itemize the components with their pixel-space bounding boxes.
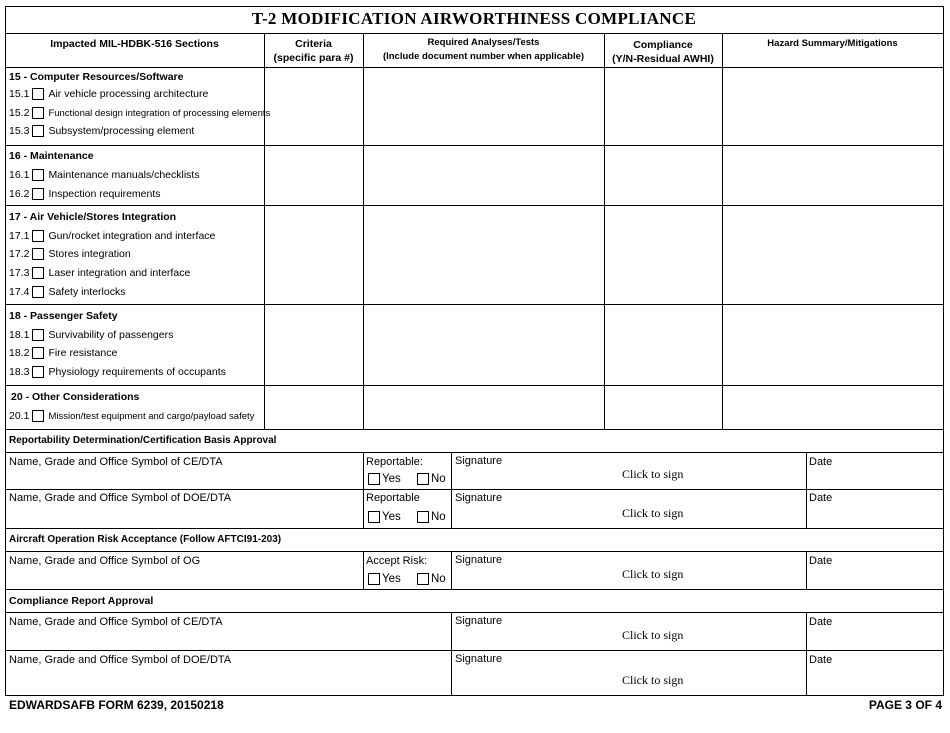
- item-16-1[interactable]: [9, 169, 200, 181]
- checkbox[interactable]: [32, 366, 44, 378]
- rule: [5, 650, 944, 651]
- rule: [722, 33, 723, 429]
- item-num: 18.2: [9, 347, 30, 359]
- header-criteria: [264, 37, 363, 65]
- item-17-2[interactable]: [9, 248, 131, 260]
- item-15-3[interactable]: [9, 125, 194, 137]
- rule: [5, 67, 944, 68]
- og-name-field[interactable]: Name, Grade and Office Symbol of OG: [9, 555, 201, 567]
- form-number: EDWARDSAFB FORM 6239, 20150218: [9, 698, 224, 712]
- item-num: 17.1: [9, 230, 30, 242]
- checkbox[interactable]: [368, 473, 380, 485]
- rule: [264, 33, 265, 429]
- item-num: 16.1: [9, 169, 30, 181]
- item-num: 18.1: [9, 329, 30, 341]
- item-18-2[interactable]: [9, 347, 117, 359]
- item-label: Survivability of passengers: [48, 329, 174, 341]
- header-sections: Impacted MIL-HDBK-516 Sections: [50, 38, 219, 50]
- group-title-16: 16 - Maintenance: [9, 150, 94, 162]
- rule: [363, 551, 364, 589]
- no-label: No: [431, 473, 446, 485]
- click-to-sign-button[interactable]: Click to sign: [622, 567, 684, 581]
- rule: [5, 145, 944, 146]
- item-label: Stores integration: [48, 248, 131, 260]
- item-label: Safety interlocks: [48, 286, 126, 298]
- ce-dta-name-field[interactable]: Name, Grade and Office Symbol of CE/DTA: [9, 456, 223, 468]
- no-label: No: [431, 573, 446, 585]
- item-label: Subsystem/processing element: [48, 125, 195, 137]
- reportability-heading: Reportability Determination/Certification Basis Approval: [9, 435, 277, 446]
- border-left: [5, 6, 6, 696]
- header-analyses-line2: (Include document number when applicable): [382, 51, 585, 62]
- doe-dta-name-field[interactable]: Name, Grade and Office Symbol of DOE/DTA: [9, 492, 232, 504]
- signature-label: Signature: [455, 653, 503, 665]
- checkbox[interactable]: [32, 286, 44, 298]
- header-criteria-line2: (specific para #): [273, 52, 354, 64]
- checkbox[interactable]: [417, 473, 429, 485]
- click-to-sign-button[interactable]: Click to sign: [622, 467, 684, 481]
- rule: [5, 551, 944, 552]
- item-label: Fire resistance: [48, 347, 118, 359]
- checkbox[interactable]: [32, 267, 44, 279]
- rule: [5, 452, 944, 453]
- rule: [5, 429, 944, 430]
- item-20-1[interactable]: [9, 410, 254, 422]
- rule: [5, 528, 944, 529]
- approval-heading: Compliance Report Approval: [9, 595, 154, 607]
- date-field[interactable]: Date: [809, 555, 833, 567]
- item-label: Mission/test equipment and cargo/payload safety: [48, 410, 255, 422]
- click-to-sign-button[interactable]: Click to sign: [622, 628, 684, 642]
- signature-label: Signature: [455, 492, 503, 504]
- item-17-4[interactable]: [9, 286, 125, 298]
- rule: [451, 612, 452, 695]
- rule: [5, 612, 944, 613]
- rule: [5, 489, 944, 490]
- checkbox[interactable]: [32, 169, 44, 181]
- header-analyses: [363, 36, 604, 64]
- item-num: 20.1: [9, 410, 30, 422]
- rule: [363, 452, 364, 528]
- group-title-15: 15 - Computer Resources/Software: [9, 71, 184, 83]
- checkbox[interactable]: [32, 88, 44, 100]
- rule: [363, 33, 364, 429]
- signature-label: Signature: [455, 615, 503, 627]
- rule: [451, 452, 452, 528]
- item-num: 15.3: [9, 125, 30, 137]
- checkbox[interactable]: [417, 573, 429, 585]
- rule: [604, 33, 605, 429]
- group-title-18: 18 - Passenger Safety: [9, 310, 118, 322]
- rule: [806, 612, 807, 695]
- item-num: 17.2: [9, 248, 30, 260]
- click-to-sign-button[interactable]: Click to sign: [622, 673, 684, 687]
- item-18-1[interactable]: [9, 329, 173, 341]
- checkbox[interactable]: [32, 410, 44, 422]
- item-num: 17.3: [9, 267, 30, 279]
- border-right: [943, 6, 944, 696]
- header-hazard: Hazard Summary/Mitigations: [767, 38, 898, 49]
- item-label: Air vehicle processing architecture: [48, 88, 209, 100]
- rule: [5, 304, 944, 305]
- checkbox[interactable]: [32, 125, 44, 137]
- checkbox[interactable]: [417, 511, 429, 523]
- border-top: [5, 6, 944, 7]
- item-num: 16.2: [9, 188, 30, 200]
- reportable-yes[interactable]: [368, 511, 401, 523]
- signature-label: Signature: [455, 554, 503, 566]
- checkbox[interactable]: [32, 347, 44, 359]
- checkbox[interactable]: [32, 248, 44, 260]
- item-label: Functional design integration of processing elements: [48, 107, 271, 119]
- page-number: PAGE 3 OF 4: [868, 698, 942, 712]
- accept-risk-label: Accept Risk:: [366, 555, 428, 567]
- border-bottom: [5, 695, 944, 696]
- item-num: 15.1: [9, 88, 30, 100]
- date-field[interactable]: Date: [809, 456, 833, 468]
- item-17-1[interactable]: [9, 230, 215, 242]
- reportable-label: Reportable:: [366, 456, 423, 468]
- rule: [5, 33, 944, 34]
- group-title-17: 17 - Air Vehicle/Stores Integration: [9, 211, 177, 223]
- click-to-sign-button[interactable]: Click to sign: [622, 506, 684, 520]
- item-17-3[interactable]: [9, 267, 190, 279]
- header-analyses-line1: Required Analyses/Tests: [427, 37, 540, 48]
- item-label: Inspection requirements: [48, 188, 161, 200]
- reportable-label: Reportable: [366, 492, 420, 504]
- item-num: 15.2: [9, 107, 30, 119]
- date-field[interactable]: Date: [809, 654, 833, 666]
- rule: [5, 385, 944, 386]
- yes-label: Yes: [382, 573, 401, 585]
- checkbox[interactable]: [368, 573, 380, 585]
- yes-label: Yes: [382, 473, 401, 485]
- rule: [806, 551, 807, 589]
- item-16-2[interactable]: [9, 188, 161, 200]
- risk-heading: Aircraft Operation Risk Acceptance (Follow AFTCI91-203): [9, 534, 282, 545]
- item-label: Laser integration and interface: [48, 267, 191, 279]
- header-compliance-line1: Compliance: [633, 39, 693, 51]
- accept-risk-yes[interactable]: [368, 573, 401, 585]
- header-compliance: [604, 38, 722, 66]
- reportable-yes[interactable]: [368, 473, 401, 485]
- item-label: Maintenance manuals/checklists: [48, 169, 200, 181]
- item-num: 17.4: [9, 286, 30, 298]
- form-title: T-2 MODIFICATION AIRWORTHINESS COMPLIANCE: [251, 9, 697, 28]
- item-label: Gun/rocket integration and interface: [48, 230, 216, 242]
- item-15-1[interactable]: [9, 88, 208, 100]
- approval-doe-dta-name-field[interactable]: Name, Grade and Office Symbol of DOE/DTA: [9, 654, 232, 666]
- rule: [451, 551, 452, 589]
- rule: [5, 205, 944, 206]
- item-15-2[interactable]: [9, 107, 270, 119]
- rule: [5, 589, 944, 590]
- date-field[interactable]: Date: [809, 492, 833, 504]
- date-field[interactable]: Date: [809, 616, 833, 628]
- checkbox[interactable]: [32, 329, 44, 341]
- accept-risk-no[interactable]: [417, 573, 446, 585]
- item-18-3[interactable]: [9, 366, 226, 378]
- header-criteria-line1: Criteria: [295, 38, 332, 50]
- rule: [806, 452, 807, 528]
- no-label: No: [431, 511, 446, 523]
- item-num: 18.3: [9, 366, 30, 378]
- checkbox[interactable]: [32, 188, 44, 200]
- checkbox[interactable]: [32, 230, 44, 242]
- group-title-20: 20 - Other Considerations: [11, 391, 140, 403]
- header-compliance-line2: (Y/N-Residual AWHI): [612, 53, 714, 65]
- approval-ce-dta-name-field[interactable]: Name, Grade and Office Symbol of CE/DTA: [9, 616, 223, 628]
- signature-label: Signature: [455, 455, 503, 467]
- yes-label: Yes: [382, 511, 401, 523]
- reportable-no[interactable]: [417, 473, 446, 485]
- checkbox[interactable]: [368, 511, 380, 523]
- item-label: Physiology requirements of occupants: [48, 366, 226, 378]
- reportable-no[interactable]: [417, 511, 446, 523]
- checkbox[interactable]: [32, 107, 44, 119]
